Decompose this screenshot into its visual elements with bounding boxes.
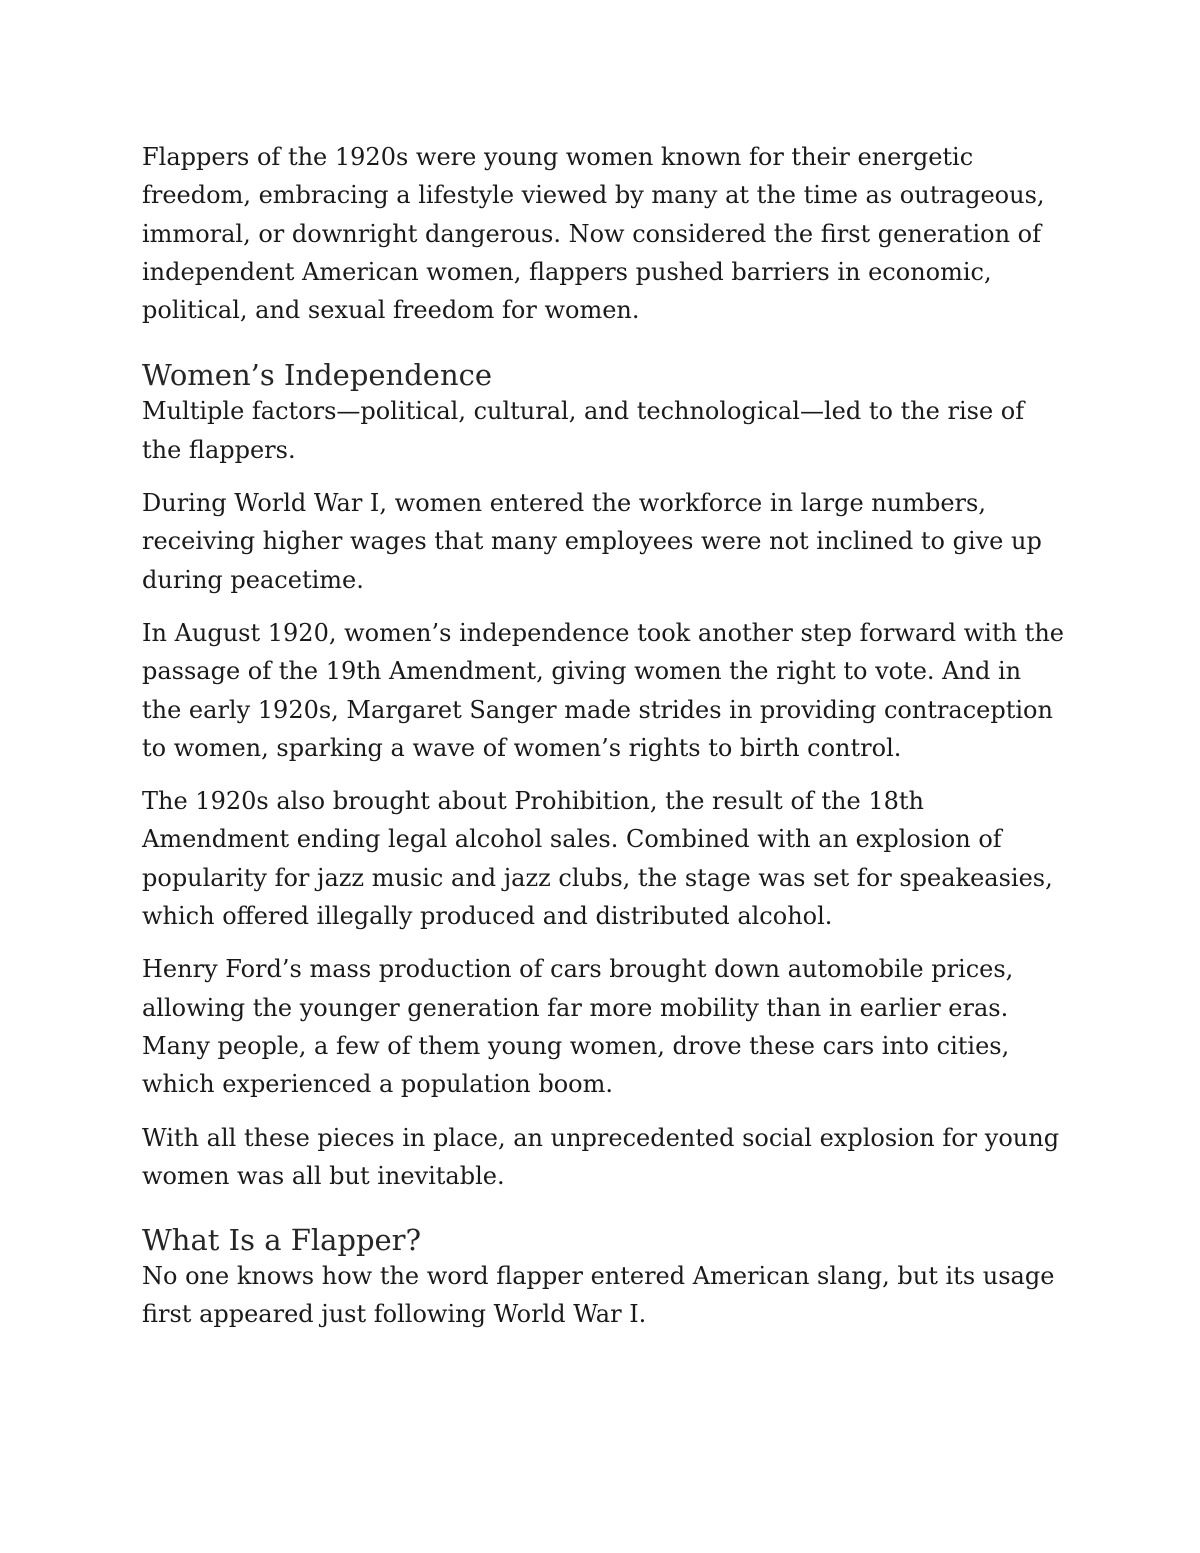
body-paragraph: No one knows how the word flapper entered American slang, but its usage first appeared just following World War I. (142, 1262, 1055, 1329)
body-paragraph: The 1920s also brought about Prohibition, the result of the 18th Amendment ending legal alcohol sales. Combined with an explosion of popularity for jazz music and jazz clubs, the stage was set for speakeasies, which offered illegally produced and distributed alcohol. (142, 787, 1053, 931)
intro-paragraph: Flappers of the 1920s were young women known for their energetic freedom, embracing a lifestyle viewed by many at the time as outrageous, immoral, or downright dangerous. Now considered the first generation of independent American women, flappers pushed barriers in economic, political, and sexual freedom for women. (142, 143, 1045, 325)
section-heading-what-is-a-flapper: What Is a Flapper? (142, 1223, 422, 1258)
body-paragraph: During World War I, women entered the workforce in large numbers, receiving higher wages that many employees were not inclined to give up during peacetime. (142, 489, 1042, 594)
body-paragraph: With all these pieces in place, an unprecedented social explosion for young women was all but inevitable. (142, 1123, 1060, 1190)
body-paragraph: In August 1920, women’s independence took another step forward with the passage of the 19th Amendment, giving women the right to vote. And in the early 1920s, Margaret Sanger made strides in providing contraception to women, sparking a wave of women’s rights to birth control. (142, 618, 1064, 762)
body-paragraph: Henry Ford’s mass production of cars brought down automobile prices, allowing the younger generation far more mobility than in earlier eras. Many people, a few of them young women, drove these cars into cities, which experienced a population boom. (142, 955, 1014, 1099)
document-body (142, 138, 1067, 1349)
section-heading-womens-independence: Women’s Independence (142, 358, 493, 393)
body-paragraph: Multiple factors—political, cultural, and technological—led to the rise of the flappers. (142, 397, 1025, 464)
